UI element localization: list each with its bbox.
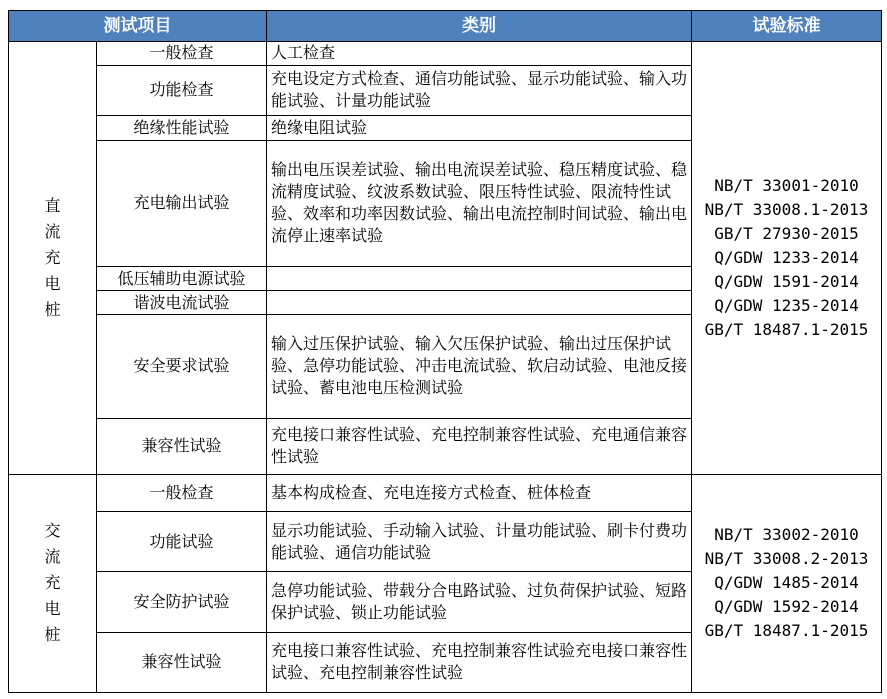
standard-item: NB/T 33008.2-2013 — [704, 549, 869, 569]
test-item: 谐波电流试验 — [97, 291, 267, 315]
category-cell: 急停功能试验、带载分合电路试验、过负荷保护试验、短路保护试验、锁止功能试验 — [267, 572, 692, 632]
category-cell: 基本构成检查、充电连接方式检查、桩体检查 — [267, 474, 692, 511]
table-row — [9, 474, 882, 511]
category-cell: 绝缘电阻试验 — [267, 115, 692, 140]
ac-standards-cell — [692, 474, 882, 692]
group-ac-charging-pile — [9, 474, 97, 692]
test-standards-table — [8, 10, 882, 693]
standard-item: Q/GDW 1592-2014 — [714, 597, 859, 617]
group-label: 直流充电桩 — [44, 195, 61, 319]
standard-item: NB/T 33008.1-2013 — [704, 199, 869, 219]
category-cell: 充电接口兼容性试验、充电控制兼容性试验充电接口兼容性试验、充电控制兼容性试验 — [267, 632, 692, 692]
standard-item: NB/T 33002-2010 — [714, 525, 859, 545]
standard-item: GB/T 18487.1-2015 — [704, 319, 869, 339]
test-item: 安全防护试验 — [97, 572, 267, 632]
group-label: 交流充电桩 — [44, 521, 61, 645]
header-category: 类别 — [267, 11, 692, 42]
standard-item: Q/GDW 1233-2014 — [714, 247, 859, 267]
test-item: 功能检查 — [97, 65, 267, 115]
standard-item: Q/GDW 1485-2014 — [714, 573, 859, 593]
test-item: 功能试验 — [97, 512, 267, 572]
category-cell: 充电接口兼容性试验、充电控制兼容性试验、充电通信兼容性试验 — [267, 418, 692, 474]
group-dc-charging-pile — [9, 42, 97, 475]
category-cell: 输出电压误差试验、输出电流误差试验、稳压精度试验、稳流精度试验、纹波系数试验、限压特性试验、限流特性试验、效率和功率因数试验、输出电流控制时间试验、输出电流停止速率试验 — [267, 140, 692, 267]
table-row — [9, 42, 882, 66]
header-standard: 试验标准 — [692, 11, 882, 42]
category-cell: 显示功能试验、手动输入试验、计量功能试验、刷卡付费功能试验、通信功能试验 — [267, 512, 692, 572]
test-item: 一般检查 — [97, 474, 267, 511]
test-item: 安全要求试验 — [97, 315, 267, 419]
test-item: 充电输出试验 — [97, 140, 267, 267]
test-item: 低压辅助电源试验 — [97, 267, 267, 291]
category-cell — [267, 267, 692, 291]
standard-item: GB/T 18487.1-2015 — [704, 621, 869, 641]
category-cell — [267, 291, 692, 315]
test-item: 一般检查 — [97, 42, 267, 66]
header-test-item: 测试项目 — [9, 11, 267, 42]
test-item: 兼容性试验 — [97, 632, 267, 692]
category-cell: 输入过压保护试验、输入欠压保护试验、输出过压保护试验、急停功能试验、冲击电流试验、软启动试验、电池反接试验、蓄电池电压检测试验 — [267, 315, 692, 419]
standard-item: NB/T 33001-2010 — [714, 175, 859, 195]
table-header-row — [9, 11, 882, 42]
category-cell: 充电设定方式检查、通信功能试验、显示功能试验、输入功能试验、计量功能试验 — [267, 65, 692, 115]
test-item: 绝缘性能试验 — [97, 115, 267, 140]
standard-item: Q/GDW 1235-2014 — [714, 295, 859, 315]
standard-item: Q/GDW 1591-2014 — [714, 271, 859, 291]
standard-item: GB/T 27930-2015 — [714, 223, 859, 243]
category-cell: 人工检查 — [267, 42, 692, 66]
test-item: 兼容性试验 — [97, 418, 267, 474]
dc-standards-cell — [692, 42, 882, 475]
